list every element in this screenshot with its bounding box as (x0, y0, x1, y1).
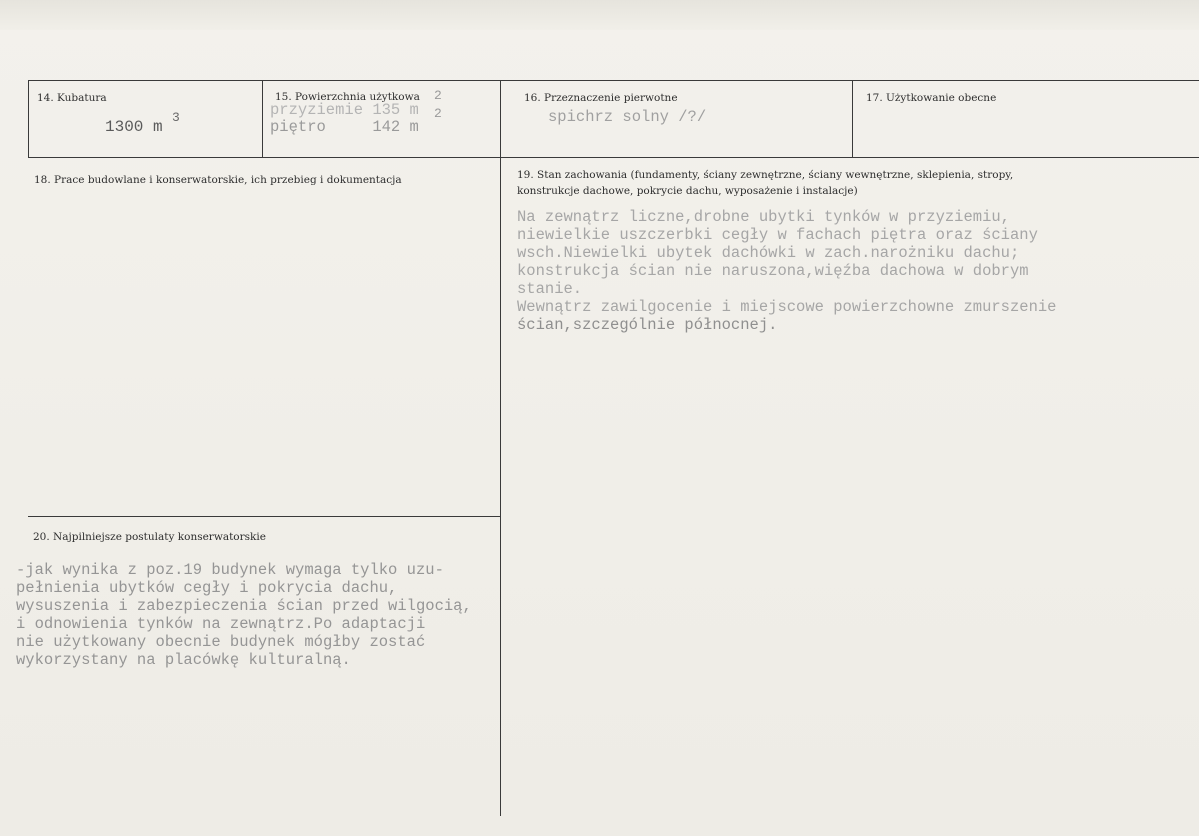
table-left-border (28, 80, 29, 157)
cell20-text-line: wysuszenia i zabezpieczenia ścian przed wilgocią, (16, 597, 472, 615)
cell15-sup2: 2 (434, 106, 442, 121)
cell18-label: 18. Prace budowlane i konserwatorskie, ich przebieg i dokumentacja (34, 174, 402, 186)
cell19-text (517, 208, 1057, 334)
col1-divider (262, 80, 263, 157)
cell16-label: 16. Przeznaczenie pierwotne (524, 92, 678, 104)
cell15-line1: przyziemie 135 m (270, 101, 419, 119)
cell20-text-line: -jak wynika z poz.19 budynek wymaga tylko uzu- (16, 561, 444, 579)
cell19-text-line: konstrukcja ścian nie naruszona,więźba dachowa w dobrym (517, 262, 1029, 280)
row1-bottom-border (28, 157, 1199, 158)
cell19-text-line: ścian,szczególnie północnej. (517, 316, 778, 334)
table-top-border (28, 80, 1199, 81)
cell20-text-line: i odnowienia tynków na zewnątrz.Po adaptacji (16, 615, 426, 633)
cell19-label-line1: 19. Stan zachowania (fundamenty, ściany zewnętrzne, ściany wewnętrzne, sklepienia, stropy, (517, 169, 1014, 181)
cell19-text-line: niewielkie uszczerbki cegły w fachach piętra oraz ściany (517, 226, 1038, 244)
col2-divider (500, 80, 501, 816)
cell20-text (16, 561, 472, 669)
cell14-value: 1300 m (105, 118, 163, 136)
cell20-text-line: pełnienia ubytków cegły i pokrycia dachu, (16, 579, 398, 597)
cell19-label-line2: konstrukcje dachowe, pokrycie dachu, wyposażenie i instalacje) (517, 185, 858, 197)
cell15-label: 15. Powierzchnia użytkowa (275, 91, 420, 103)
paper-top-edge (0, 0, 1199, 30)
cell20-text-line: nie użytkowany obecnie budynek mógłby zostać (16, 633, 426, 651)
cell19-text-line: wsch.Niewielki ubytek dachówki w zach.narożniku dachu; (517, 244, 1020, 262)
cell19-text-line: Wewnątrz zawilgocenie i miejscowe powierzchowne zmurszenie (517, 298, 1057, 316)
cell19-text-line: Na zewnątrz liczne,drobne ubytki tynków w przyziemiu, (517, 208, 1010, 226)
cell16-value: spichrz solny /?/ (548, 108, 707, 126)
cell14-sup: 3 (172, 110, 180, 125)
cell20-text-line: wykorzystany na placówkę kulturalną. (16, 651, 351, 669)
cell17-label: 17. Użytkowanie obecne (866, 92, 997, 104)
col3-divider (852, 80, 853, 157)
cell19-text-line: stanie. (517, 280, 583, 298)
cell20-label: 20. Najpilniejsze postulaty konserwatorskie (33, 531, 266, 543)
cell18-bottom-border (28, 516, 500, 517)
cell14-label: 14. Kubatura (37, 92, 107, 104)
cell15-line2: piętro 142 m (270, 118, 419, 136)
cell15-sup1: 2 (434, 88, 442, 103)
